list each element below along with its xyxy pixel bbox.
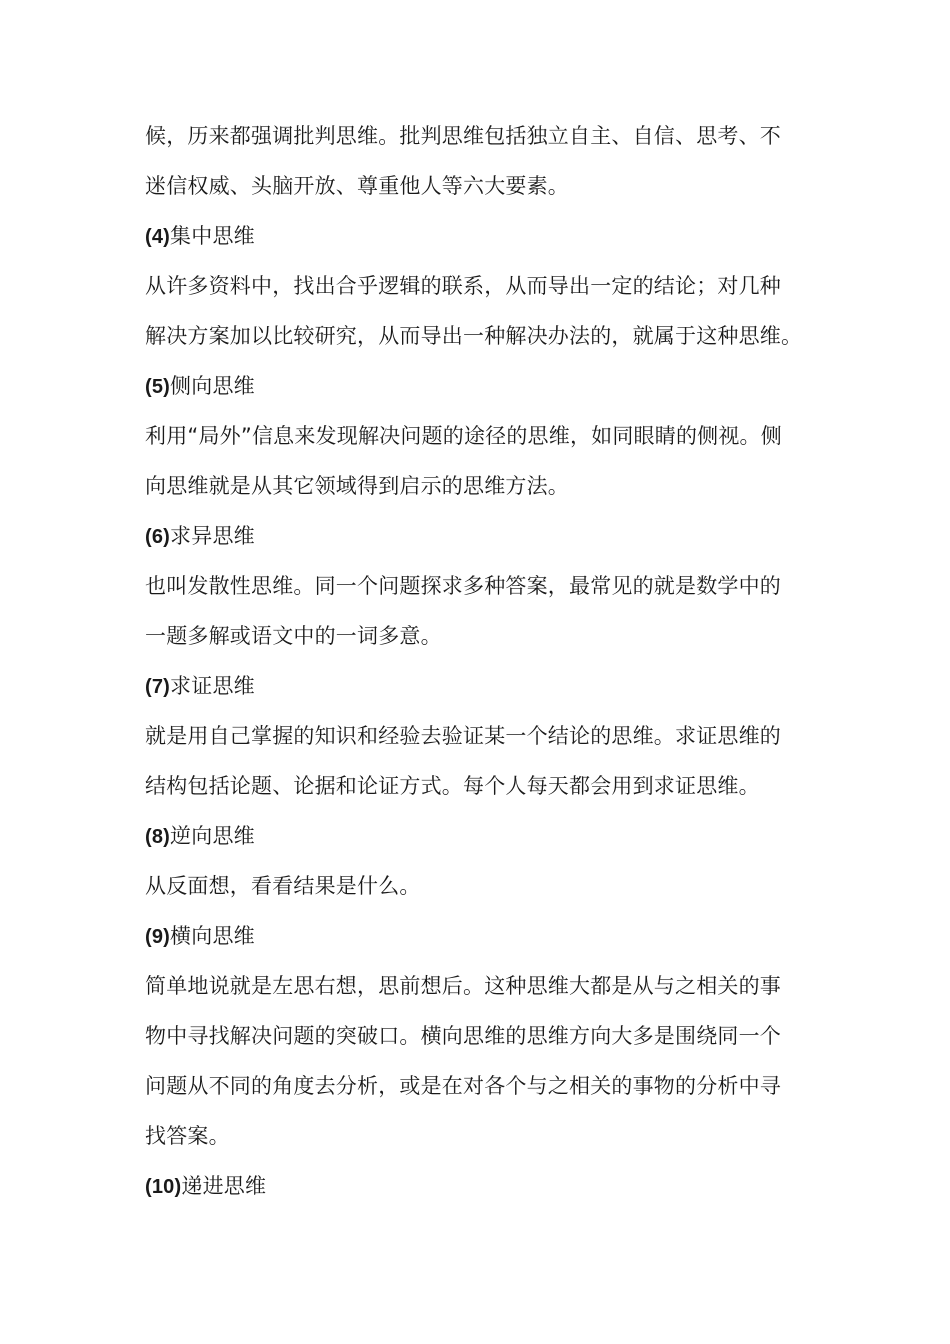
text-line: 问题从不同的角度去分析，或是在对各个与之相关的事物的分析中寻 [145, 1074, 781, 1098]
paragraph [145, 111, 813, 211]
paragraph [145, 711, 813, 811]
text-line: 结构包括论题、论据和论证方式。每个人每天都会用到求证思维。 [145, 774, 760, 798]
section-heading [145, 811, 813, 861]
section-heading [145, 911, 813, 961]
text-line: 一题多解或语文中的一词多意。 [145, 624, 442, 648]
paragraph [145, 861, 813, 911]
section-title: 逆向思维 [170, 824, 255, 848]
text-line: 找答案。 [145, 1124, 230, 1148]
section-heading [145, 361, 813, 411]
text-line: 从许多资料中，找出合乎逻辑的联系，从而导出一定的结论；对几种 [145, 274, 781, 298]
section-title: 横向思维 [170, 924, 255, 948]
text-line: 从反面想，看看结果是什么。 [145, 874, 421, 898]
text-line: 利用“局外”信息来发现解决问题的途径的思维，如同眼睛的侧视。侧 [145, 424, 782, 448]
text-line: 物中寻找解决问题的突破口。横向思维的思维方向大多是围绕同一个 [145, 1024, 781, 1048]
text-line: 也叫发散性思维。同一个问题探求多种答案，最常见的就是数学中的 [145, 574, 781, 598]
section-title: 求证思维 [170, 674, 255, 698]
text-line: 简单地说就是左思右想，思前想后。这种思维大都是从与之相关的事 [145, 974, 781, 998]
section-number: (4) [145, 226, 171, 248]
text-line: 向思维就是从其它领域得到启示的思维方法。 [145, 474, 569, 498]
paragraph [145, 561, 813, 661]
section-number: (5) [145, 376, 171, 398]
text-line: 就是用自己掌握的知识和经验去验证某一个结论的思维。求证思维的 [145, 724, 781, 748]
text-line: 候，历来都强调批判思维。批判思维包括独立自主、自信、思考、不 [145, 124, 781, 148]
section-title: 侧向思维 [170, 374, 255, 398]
paragraph [145, 261, 813, 361]
text-line: 解决方案加以比较研究，从而导出一种解决办法的，就属于这种思维。 [145, 324, 803, 348]
paragraph [145, 961, 813, 1161]
section-title: 递进思维 [181, 1174, 267, 1198]
document-content [145, 111, 813, 1211]
section-heading [145, 511, 813, 561]
section-number: (10) [145, 1176, 182, 1198]
section-number: (7) [145, 676, 171, 698]
section-heading [145, 661, 813, 711]
section-number: (8) [145, 826, 171, 848]
section-heading [145, 211, 813, 261]
paragraph [145, 411, 813, 511]
section-heading [145, 1161, 813, 1211]
section-title: 求异思维 [170, 524, 255, 548]
section-number: (6) [145, 526, 171, 548]
section-number: (9) [145, 926, 171, 948]
text-line: 迷信权威、头脑开放、尊重他人等六大要素。 [145, 174, 569, 198]
section-title: 集中思维 [170, 224, 255, 248]
